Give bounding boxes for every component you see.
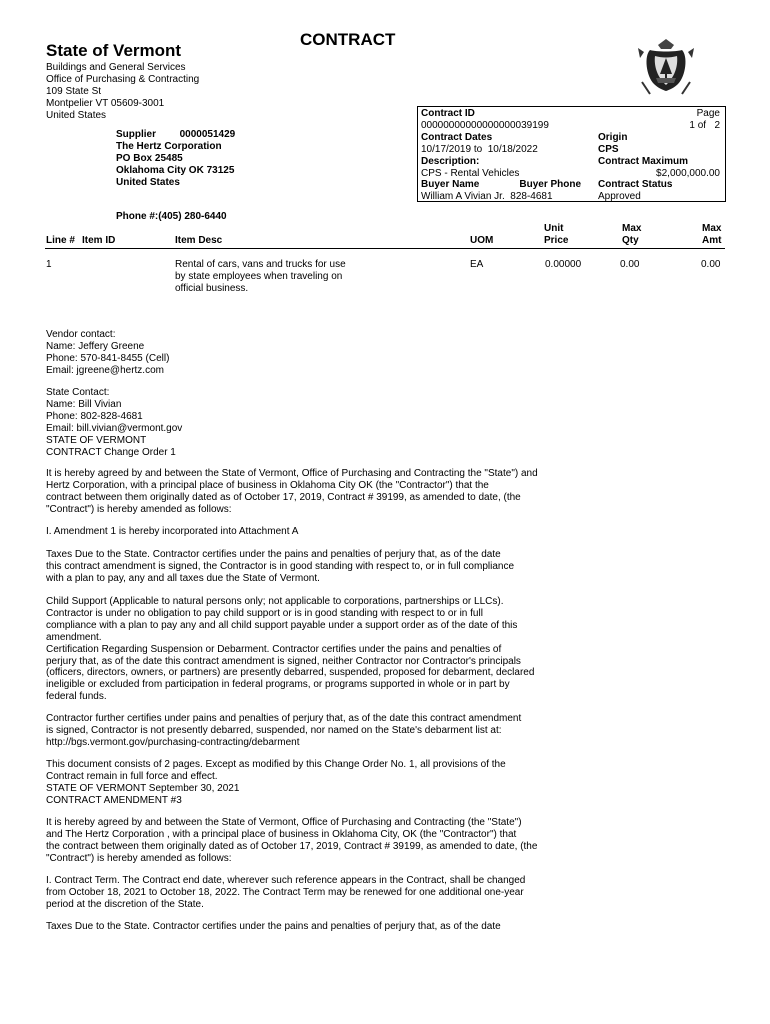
buyer-phone: 828-4681: [510, 191, 553, 203]
page-total: 2: [714, 119, 720, 131]
col-line: Line #: [46, 235, 75, 246]
text-line: amendment.: [46, 631, 102, 643]
paragraph-document-pages: [46, 759, 566, 807]
buyer-name-label: Buyer Name: [421, 179, 480, 191]
text-line: CONTRACT Change Order 1: [46, 446, 176, 458]
supplier-block: [116, 129, 235, 189]
row-item-desc: [175, 259, 346, 295]
paragraph-taxes-2: [46, 921, 566, 933]
col-unit-price-2: Price: [544, 234, 569, 246]
contract-dates-end: 10/18/2022: [487, 143, 538, 155]
text-line: ineligible or excluded from participation in federal programs, or programs supported in whole or in part by: [46, 679, 510, 691]
text-line: Phone: 570-841-8455 (Cell): [46, 352, 170, 364]
paragraph-child-support: [46, 596, 566, 703]
col-max-amt-1: Max: [702, 223, 722, 234]
text-line: Email: jgreene@hertz.com: [46, 364, 164, 376]
col-unit-price: [544, 223, 568, 247]
text-line: This document consists of 2 pages. Except as modified by this Change Order No. 1, all provisions of the: [46, 759, 506, 770]
supplier-line: PO Box 25485: [116, 152, 183, 164]
supplier-line: United States: [116, 176, 180, 188]
contract-id-value: 00000000000000000039199: [421, 119, 549, 131]
col-item-desc: Item Desc: [175, 235, 223, 246]
address-line: United States: [46, 109, 107, 121]
row-max-amt: 0.00: [701, 259, 721, 270]
text-line: with a plan to pay, any and all taxes due the State of Vermont.: [46, 572, 320, 584]
contract-status-value: Approved: [598, 191, 641, 203]
text-line: CONTRACT AMENDMENT #3: [46, 794, 182, 806]
text-line: Contract remain in full force and effect.: [46, 770, 218, 782]
contract-info-left: [421, 108, 581, 203]
col-max-qty: [622, 223, 641, 247]
row-max-qty: 0.00: [620, 259, 640, 270]
text-line: and The Hertz Corporation , with a principal place of business in Oklahoma City, OK (the "Contractor") that: [46, 828, 517, 840]
paragraph-agreement-2: [46, 817, 566, 865]
supplier-line: Oklahoma City OK 73125: [116, 164, 235, 176]
col-max-amt-2: Amt: [702, 234, 722, 246]
vendor-contact: [46, 329, 566, 377]
text-line: Child Support (Applicable to natural persons only; not applicable to corporations, partnerships or LLCs).: [46, 596, 504, 607]
contract-status-label: Contract Status: [598, 179, 673, 191]
paragraph-agreement-1: [46, 468, 566, 516]
text-line: STATE OF VERMONT: [46, 434, 147, 446]
text-line: period at the discretion of the State.: [46, 898, 204, 910]
text-line: I. Contract Term. The Contract end date, wherever such reference appears in the Contract, shall be changed: [46, 875, 526, 886]
contract-info-right: [598, 108, 720, 203]
description-label: Description:: [421, 155, 480, 167]
text-line: It is hereby agreed by and between the State of Vermont, Office of Purchasing and Contracting (the "State"): [46, 817, 522, 828]
text-line: "Contract") is hereby amended as follows:: [46, 852, 232, 864]
origin-value: CPS: [598, 143, 619, 155]
address-line: Buildings and General Services: [46, 62, 186, 73]
document-title: CONTRACT: [300, 30, 396, 49]
page-value: 1 of: [689, 119, 707, 131]
col-item-id: Item ID: [82, 235, 116, 246]
buyer-name: William A Vivian Jr.: [421, 191, 505, 203]
text-line: is signed, Contractor is not presently debarred, suspended, nor named on the State's debarment list at:: [46, 724, 502, 736]
text-line: Phone: 802-828-4681: [46, 410, 143, 422]
text-line: Email: bill.vivian@vermont.gov: [46, 422, 183, 434]
col-max-qty-1: Max: [622, 223, 642, 234]
col-unit-price-1: Unit: [544, 223, 564, 234]
text-line: Contractor further certifies under pains and penalties of perjury that, as of the date this contract amendment: [46, 713, 522, 724]
text-line: Taxes Due to the State. Contractor certifies under the pains and penalties of perjury that, as of the date: [46, 549, 501, 560]
text-line: perjury that, as of the date this contract amendment is signed, neither Contractor nor Contractor's principals: [46, 655, 521, 667]
supplier-label: Supplier: [116, 129, 157, 140]
paragraph-taxes: [46, 549, 566, 585]
text-line: from October 18, 2021 to October 18, 2022. The Contract Term may be renewed for one additional one-year: [46, 886, 524, 898]
text-line: http://bgs.vermont.gov/purchasing-contracting/debarment: [46, 736, 300, 748]
supplier-id: 0000051429: [179, 129, 236, 140]
col-max-qty-2: Qty: [622, 234, 639, 246]
text-line: Name: Jeffery Greene: [46, 340, 145, 352]
text-line: Name: Bill Vivian: [46, 398, 122, 410]
contract-max-label: Contract Maximum: [598, 155, 689, 167]
contract-max-value: $2,000,000.00: [656, 167, 720, 179]
text-line: Vendor contact:: [46, 329, 116, 340]
agency-address: [46, 62, 199, 122]
text-line: (officers, directors, owners, or partners) are presently debarred, suspended, proposed for debarment, declared: [46, 667, 535, 679]
text-line: STATE OF VERMONT September 30, 2021: [46, 782, 240, 794]
paragraph-debarment: [46, 713, 566, 749]
text-line: I. Amendment 1 is hereby incorporated into Attachment A: [46, 526, 299, 537]
contract-id-label: Contract ID: [421, 108, 475, 119]
description-value: CPS - Rental Vehicles: [421, 167, 520, 179]
state-contact: [46, 387, 566, 458]
row-unit-price: 0.00000: [545, 259, 582, 270]
text-line: Hertz Corporation, with a principal place of business in Oklahoma City OK (the "Contractor") that the: [46, 479, 489, 491]
address-line: Office of Purchasing & Contracting: [46, 73, 200, 85]
page-label: Page: [696, 108, 720, 119]
row-item-desc-line: by state employees when traveling on: [175, 270, 343, 282]
contract-dates-start: 10/17/2019 to: [421, 143, 483, 155]
col-max-amt: [702, 223, 721, 247]
row-uom: EA: [470, 259, 484, 270]
address-line: 109 State St: [46, 85, 102, 97]
text-line: State Contact:: [46, 387, 110, 398]
row-item-desc-line: official business.: [175, 282, 249, 294]
text-line: Contractor is under no obligation to pay child support or is in good standing with respect to or in full: [46, 607, 483, 619]
text-line: Certification Regarding Suspension or Debarment. Contractor certifies under the pains and penalties of: [46, 643, 502, 655]
text-line: Taxes Due to the State. Contractor certifies under the pains and penalties of perjury that, as of the date: [46, 921, 501, 932]
text-line: this contract amendment is signed, the Contractor is in good standing with respect to, or in full compliance: [46, 560, 515, 572]
row-line: 1: [46, 259, 52, 270]
vermont-state-seal-icon: [636, 36, 696, 96]
address-line: Montpelier VT 05609-3001: [46, 97, 165, 109]
contract-dates-label: Contract Dates: [421, 131, 493, 143]
supplier-line: The Hertz Corporation: [116, 140, 222, 152]
text-line: "Contract") is hereby amended as follows:: [46, 503, 232, 515]
text-line: the contract between them originally dated as of October 17, 2019, Contract # 39199, as amended to date, (the: [46, 840, 538, 852]
col-uom: UOM: [470, 235, 494, 246]
supplier-phone: Phone #:(405) 280-6440: [116, 211, 227, 222]
row-item-desc-line: Rental of cars, vans and trucks for use: [175, 259, 346, 270]
text-line: federal funds.: [46, 691, 107, 703]
origin-label: Origin: [598, 131, 628, 143]
agency-title: State of Vermont: [46, 41, 182, 60]
text-line: compliance with a plan to pay any and all child support payable under a support order as of the date of this: [46, 619, 518, 631]
buyer-phone-label: Buyer Phone: [519, 179, 582, 191]
text-line: It is hereby agreed by and between the State of Vermont, Office of Purchasing and Contracting the "State") and: [46, 468, 538, 479]
paragraph-contract-term: [46, 875, 566, 911]
text-line: contract between them originally dated as of October 17, 2019, Contract # 39199, as amended to date, (the: [46, 491, 521, 503]
paragraph-amendment: [46, 526, 566, 538]
